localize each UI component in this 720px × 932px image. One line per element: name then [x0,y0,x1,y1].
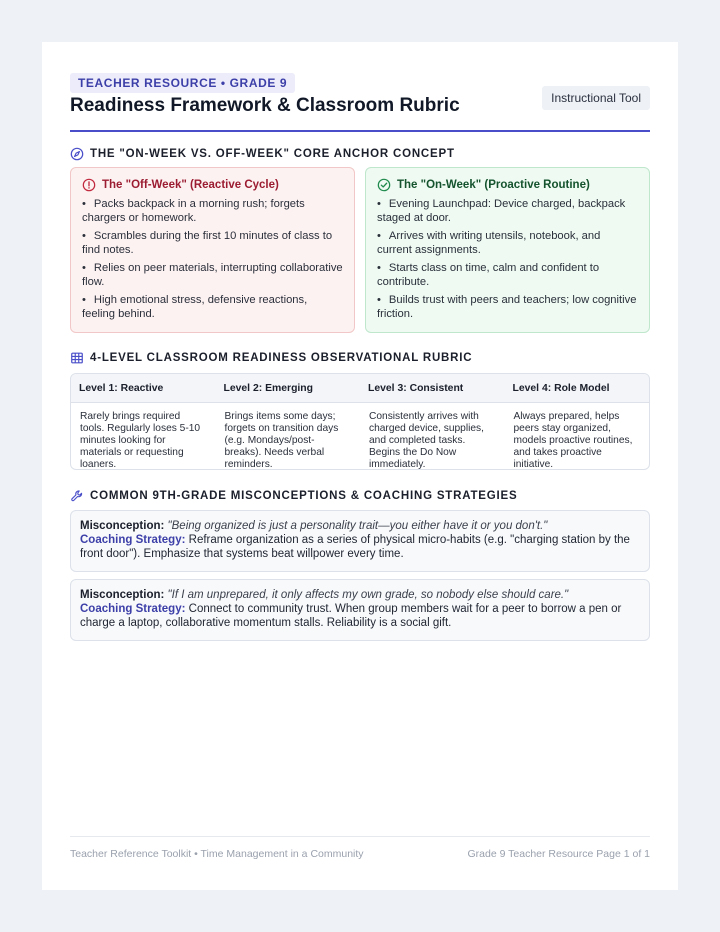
list-item: • Starts class on time, calm and confident to contribute. [377,261,638,289]
list-item: • Evening Launchpad: Device charged, backpack staged at door. [377,197,638,225]
misconceptions-section-title [70,488,517,504]
rubric-header-level-1: Level 1: Reactive [79,383,164,394]
list-item: • Builds trust with peers and teachers; low cognitive friction. [377,293,638,321]
off-week-heading [82,178,343,192]
coaching-strategy-label: Coaching Strategy: [80,534,186,546]
misconception-card [70,579,650,641]
coaching-strategy-line [80,602,640,630]
rubric-body-row [71,403,649,470]
misconception-quote: "Being organized is just a personality trait—you either have it or you don't." [167,520,548,532]
table-icon [70,351,84,365]
rubric-cell-level-1: Rarely brings required tools. Regularly loses 5-10 minutes looking for materials or requesting loaners. [80,411,201,470]
misconception-line [80,588,640,602]
check-circle-icon [377,178,391,192]
readiness-rubric-table [70,373,650,470]
misconceptions-section-label: COMMON 9TH-GRADE MISCONCEPTIONS & COACHING STRATEGIES [90,490,518,502]
off-week-card [70,167,355,333]
compass-icon [70,147,84,161]
off-week-list [82,197,343,321]
document-page [42,42,678,890]
rubric-header-row [71,374,649,403]
coaching-strategy-text: Reframe organization as a series of physical micro-habits (e.g. "charging station by the front door"). Emphasize that systems beat willpower every time. [80,534,630,560]
rubric-cell-level-3: Consistently arrives with charged device, supplies, and completed tasks. Begins the Do Now immediately. [369,411,484,470]
misconception-label: Misconception: [80,520,165,532]
on-week-title: The "On-Week" (Proactive Routine) [397,179,590,191]
coaching-strategy-label: Coaching Strategy: [80,603,186,615]
anchor-section-label: THE "ON-WEEK VS. OFF-WEEK" CORE ANCHOR CONCEPT [90,148,455,160]
coaching-strategy-text: Connect to community trust. When group members wait for a peer to borrow a pen or charge a laptop, collaborative momentum stalls. Reliability is a social gift. [80,603,622,629]
misconception-quote: "If I am unprepared, it only affects my own grade, so nobody else should care." [167,589,569,601]
rubric-cell-level-4: Always prepared, helps peers stay organized, models proactive routines, and takes proactive initiative. [513,411,633,470]
list-item: • High emotional stress, defensive reactions, feeling behind. [82,293,343,321]
list-item: • Arrives with writing utensils, notebook, and current assignments. [377,229,638,257]
instructional-tool-badge: Instructional Tool [542,86,650,110]
on-week-card [365,167,650,333]
anchor-section-title [70,146,455,162]
footer-left-text: Teacher Reference Toolkit • Time Management in a Community [70,848,364,860]
list-item: • Packs backpack in a morning rush; forgets chargers or homework. [82,197,343,225]
rubric-cell-level-2: Brings items some days; forgets on transition days (e.g. Mondays/post-breaks). Needs verbal reminders. [224,411,339,470]
rubric-header-level-3: Level 3: Consistent [368,383,464,394]
rubric-header-level-4: Level 4: Role Model [512,383,610,394]
misconception-card [70,510,650,572]
rubric-header-level-2: Level 2: Emerging [223,383,314,394]
footer-divider [70,836,650,837]
coaching-strategy-line [80,533,640,561]
rubric-section-label: 4-LEVEL CLASSROOM READINESS OBSERVATIONAL RUBRIC [90,352,473,364]
on-week-heading [377,178,638,192]
list-item: • Scrambles during the first 10 minutes of class to find notes. [82,229,343,257]
wrench-icon [70,489,84,503]
list-item: • Relies on peer materials, interrupting collaborative flow. [82,261,343,289]
misconception-line [80,519,640,533]
header-divider [70,130,650,132]
alert-circle-icon [82,178,96,192]
resource-tag: TEACHER RESOURCE • GRADE 9 [70,73,295,93]
on-week-list [377,197,638,321]
off-week-title: The "Off-Week" (Reactive Cycle) [102,179,279,191]
footer-right-text: Grade 9 Teacher Resource Page 1 of 1 [467,848,650,860]
rubric-section-title [70,350,472,366]
page-title: Readiness Framework & Classroom Rubric [70,95,460,116]
misconception-label: Misconception: [80,589,165,601]
